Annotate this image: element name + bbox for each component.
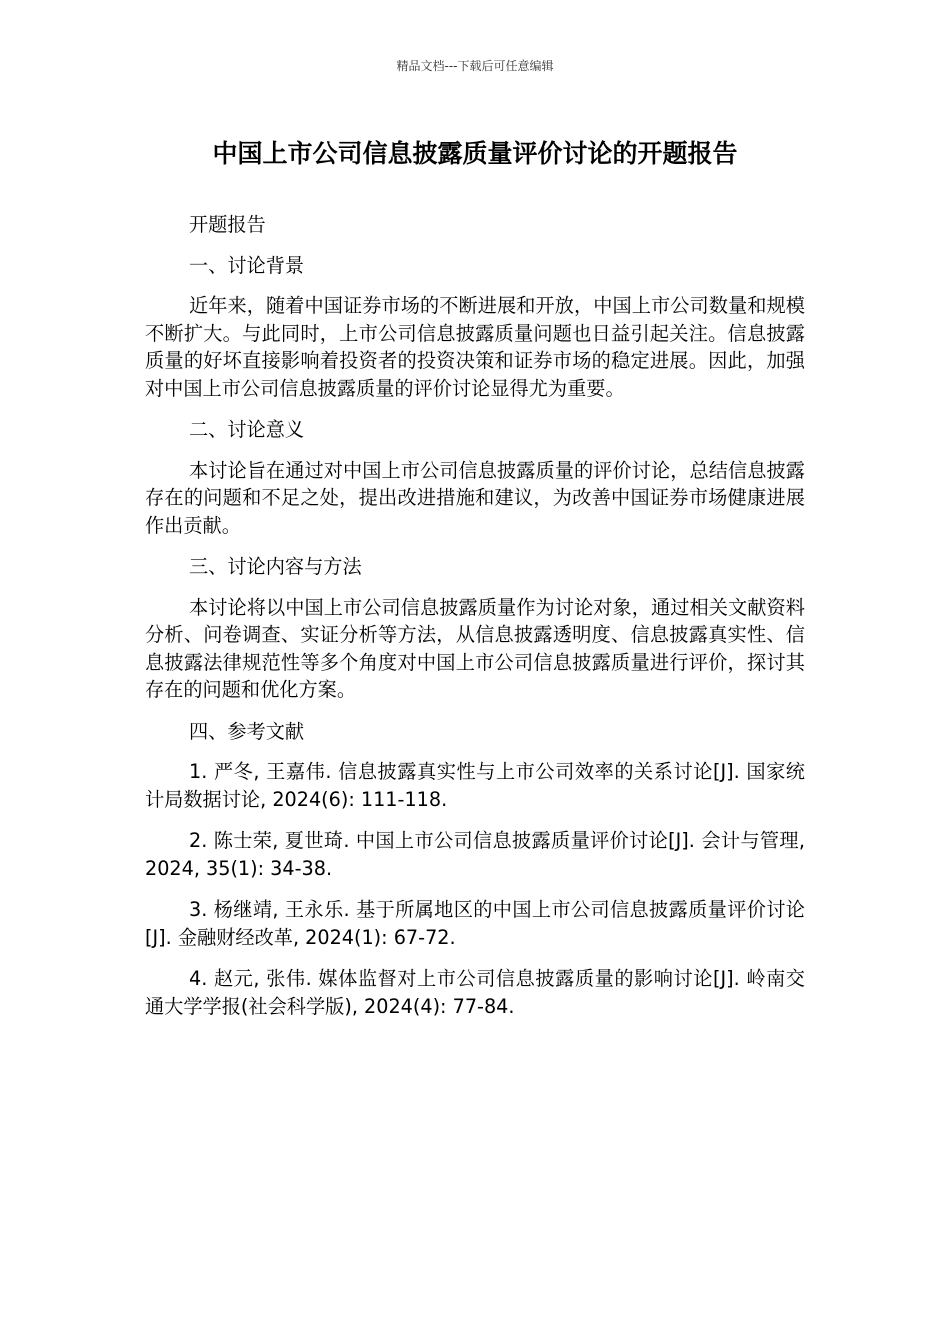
section-paragraph-content-methods: 本讨论将以中国上市公司信息披露质量作为讨论对象，通过相关文献资料分析、问卷调查、实证分析等方法，从信息披露透明度、信息披露真实性、信息披露法律规范性等多个角度对中国上市公司信息披露质量进行评价，探讨其存在的问题和优化方案。	[145, 595, 805, 701]
reference-item: 3. 杨继靖, 王永乐. 基于所属地区的中国上市公司信息披露质量评价讨论[J]. 金融财经改革, 2024(1): 67-72.	[145, 898, 805, 949]
page-header: 精品文档---下载后可任意编辑	[396, 59, 554, 73]
reference-item: 2. 陈士荣, 夏世琦. 中国上市公司信息披露质量评价讨论[J]. 会计与管理, 2024, 35(1): 34-38.	[145, 829, 805, 880]
section-paragraph-significance: 本讨论旨在通过对中国上市公司信息披露质量的评价讨论，总结信息披露存在的问题和不足之处，提出改进措施和建议，为改善中国证券市场健康进展作出贡献。	[145, 458, 805, 537]
report-label: 开题报告	[189, 213, 266, 236]
document-body	[145, 211, 805, 1034]
section-heading-significance: 二、讨论意义	[189, 418, 305, 441]
reference-item: 1. 严冬, 王嘉伟. 信息披露真实性与上市公司效率的关系讨论[J]. 国家统计局数据讨论, 2024(6): 111-118.	[145, 760, 805, 811]
section-heading-references: 四、参考文献	[189, 719, 305, 743]
section-heading-content-methods: 三、讨论内容与方法	[189, 555, 362, 578]
section-heading-background: 一、讨论背景	[189, 253, 305, 277]
document-title: 中国上市公司信息披露质量评价讨论的开题报告	[212, 139, 738, 168]
section-paragraph-background: 近年来，随着中国证券市场的不断进展和开放，中国上市公司数量和规模不断扩大。与此同时，上市公司信息披露质量问题也日益引起关注。信息披露质量的好坏直接影响着投资者的投资决策和证券市场的稳定进展。因此，加强对中国上市公司信息披露质量的评价讨论显得尤为重要。	[145, 294, 805, 400]
reference-item: 4. 赵元, 张伟. 媒体监督对上市公司信息披露质量的影响讨论[J]. 岭南交通大学学报(社会科学版), 2024(4): 77-84.	[145, 967, 805, 1018]
